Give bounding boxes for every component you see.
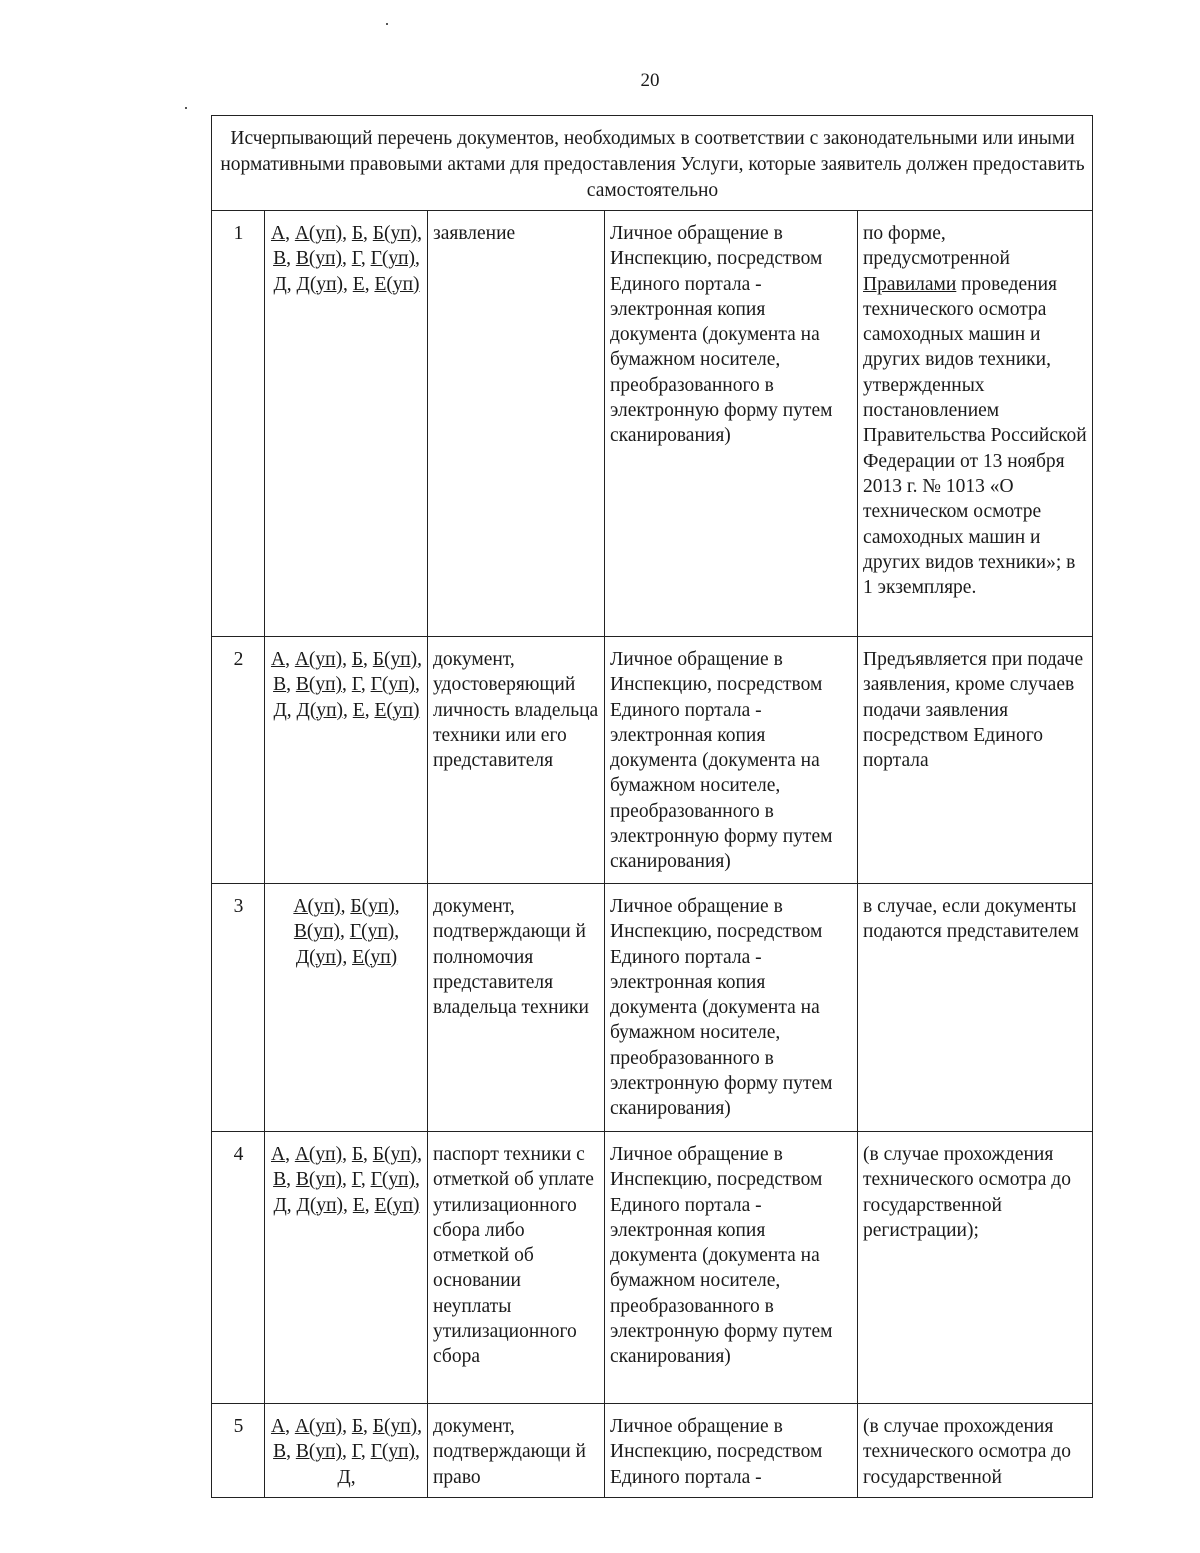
scan-speck bbox=[185, 107, 187, 109]
note: (в случае прохождения технического осмотра до государственной bbox=[858, 1404, 1093, 1498]
category-link[interactable]: А(уп) bbox=[294, 649, 343, 670]
table-row bbox=[212, 884, 1093, 1132]
category-link[interactable]: А bbox=[270, 1416, 286, 1437]
category-link[interactable]: В(уп) bbox=[293, 921, 341, 943]
category-link[interactable]: Б bbox=[351, 649, 364, 670]
category-link[interactable]: В bbox=[273, 1169, 287, 1191]
category-links: А, А(уп), Б, Б(уп), В, В(уп), Г, Г(уп), Д, Д(уп), Е, Е(уп) bbox=[265, 1132, 428, 1404]
category-link[interactable]: Б bbox=[351, 1416, 364, 1437]
note: (в случае прохождения технического осмотра до государственной регистрации); bbox=[858, 1132, 1093, 1404]
table-row bbox=[212, 637, 1093, 884]
category-link[interactable]: Б(уп) bbox=[350, 896, 395, 917]
document-name: паспорт техники с отметкой об уплате утилизационного сбора либо отметкой об основании неуплаты утилизационного сбора bbox=[428, 1132, 605, 1404]
category-link[interactable]: Д(уп) bbox=[296, 699, 344, 721]
category-link[interactable]: Г bbox=[351, 674, 361, 696]
table-row bbox=[212, 1132, 1093, 1404]
page-number: 20 bbox=[640, 70, 660, 91]
category-links: А, А(уп), Б, Б(уп), В, В(уп), Г, Г(уп), Д, bbox=[265, 1404, 428, 1498]
scan-speck bbox=[386, 23, 388, 25]
document-name: документ, подтверждающи й полномочия представителя владельца техники bbox=[428, 884, 605, 1132]
category-link[interactable]: Г(уп) bbox=[370, 248, 416, 270]
table-header-row bbox=[212, 116, 1093, 211]
table-row bbox=[212, 1404, 1093, 1498]
category-link[interactable]: Д bbox=[273, 1194, 287, 1216]
category-link[interactable]: Б bbox=[351, 223, 364, 244]
row-number: 3 bbox=[212, 884, 265, 1132]
category-link[interactable]: Д bbox=[337, 1466, 351, 1488]
note-text-post: проведения технического осмотра самоходных машин и других видов техники, утвержденных постановлением Правительства Российской Федерации от 13 ноября 2013 г. № 1013 «О техническом осмотре самоходных машин и других видов техники»; в 1 экземпляре. bbox=[863, 273, 1087, 599]
category-link[interactable]: В bbox=[273, 1441, 287, 1463]
category-link[interactable]: Д(уп) bbox=[295, 946, 343, 968]
row-number: 5 bbox=[212, 1404, 265, 1498]
category-link[interactable]: Е(уп) bbox=[374, 273, 420, 295]
document-name: заявление bbox=[428, 211, 605, 637]
category-link[interactable]: Д bbox=[273, 273, 287, 295]
category-link[interactable]: Е(уп) bbox=[374, 1194, 420, 1216]
note bbox=[858, 211, 1093, 637]
category-link[interactable]: А(уп) bbox=[294, 1416, 343, 1437]
category-link[interactable]: А(уп) bbox=[293, 896, 341, 917]
category-link[interactable]: В bbox=[273, 248, 287, 270]
category-link[interactable]: Е bbox=[352, 273, 365, 295]
category-links: А, А(уп), Б, Б(уп), В, В(уп), Г, Г(уп), Д, Д(уп), Е, Е(уп) bbox=[265, 637, 428, 884]
category-link[interactable]: Е bbox=[352, 1194, 365, 1216]
category-link[interactable]: Г(уп) bbox=[349, 921, 395, 943]
category-link[interactable]: Д(уп) bbox=[296, 273, 344, 295]
category-link[interactable]: В(уп) bbox=[295, 674, 343, 696]
category-link[interactable]: Б bbox=[351, 1144, 364, 1165]
category-link[interactable]: Е(уп) bbox=[374, 699, 420, 721]
category-link[interactable]: А(уп) bbox=[294, 1144, 343, 1165]
category-link[interactable]: А bbox=[270, 223, 286, 244]
category-link[interactable]: Е bbox=[352, 699, 365, 721]
category-link[interactable]: Д(уп) bbox=[296, 1194, 344, 1216]
category-links: А, А(уп), Б, Б(уп), В, В(уп), Г, Г(уп), Д, Д(уп), Е, Е(уп) bbox=[265, 211, 428, 637]
row-number: 2 bbox=[212, 637, 265, 884]
category-link[interactable]: Б(уп) bbox=[372, 1416, 418, 1437]
submission-method: Личное обращение в Инспекцию, посредством Единого портала - bbox=[605, 1404, 858, 1498]
document-name: документ, удостоверяющий личность владельца техники или его представителя bbox=[428, 637, 605, 884]
submission-method: Личное обращение в Инспекцию, посредством Единого портала - электронная копия документа (документа на бумажном носителе, преобразованного в электронную форму путем сканирования) bbox=[605, 1132, 858, 1404]
category-link[interactable]: Б(уп) bbox=[372, 1144, 418, 1165]
submission-method: Личное обращение в Инспекцию, посредством Единого портала - электронная копия документа (документа на бумажном носителе, преобразованного в электронную форму путем сканирования) bbox=[605, 211, 858, 637]
table-row bbox=[212, 211, 1093, 637]
category-link[interactable]: Д bbox=[273, 699, 287, 721]
category-link[interactable]: В bbox=[273, 674, 287, 696]
submission-method: Личное обращение в Инспекцию, посредством Единого портала - электронная копия документа (документа на бумажном носителе, преобразованного в электронную форму путем сканирования) bbox=[605, 637, 858, 884]
category-link[interactable]: Б(уп) bbox=[372, 223, 418, 244]
category-link[interactable]: Г bbox=[351, 248, 361, 270]
row-number: 4 bbox=[212, 1132, 265, 1404]
document-name: документ, подтверждающи й право bbox=[428, 1404, 605, 1498]
category-link[interactable]: Г bbox=[351, 1441, 361, 1463]
submission-method: Личное обращение в Инспекцию, посредством Единого портала - электронная копия документа (документа на бумажном носителе, преобразованного в электронную форму путем сканирования) bbox=[605, 884, 858, 1132]
table-header: Исчерпывающий перечень документов, необходимых в соответствии с законодательными или иными нормативными правовыми актами для предоставления Услуги, которые заявитель должен предоставить самостоятельно bbox=[212, 116, 1093, 211]
category-link[interactable]: Г bbox=[351, 1169, 361, 1191]
category-link[interactable]: А bbox=[270, 649, 286, 670]
category-links: А(уп), Б(уп), В(уп), Г(уп), Д(уп), Е(уп) bbox=[265, 884, 428, 1132]
rules-link[interactable]: Правилами bbox=[863, 273, 957, 295]
category-link[interactable]: Г(уп) bbox=[370, 1169, 416, 1191]
category-link[interactable]: Г(уп) bbox=[370, 1441, 416, 1463]
category-link[interactable]: Е(уп) bbox=[352, 946, 398, 968]
category-link[interactable]: Б(уп) bbox=[372, 649, 418, 670]
category-link[interactable]: А bbox=[270, 1144, 286, 1165]
category-link[interactable]: Г(уп) bbox=[370, 674, 416, 696]
category-link[interactable]: В(уп) bbox=[295, 1441, 343, 1463]
row-number: 1 bbox=[212, 211, 265, 637]
note: Предъявляется при подаче заявления, кроме случаев подачи заявления посредством Единого портала bbox=[858, 637, 1093, 884]
category-link[interactable]: А(уп) bbox=[294, 223, 343, 244]
note: в случае, если документы подаются представителем bbox=[858, 884, 1093, 1132]
category-link[interactable]: В(уп) bbox=[295, 1169, 343, 1191]
category-link[interactable]: В(уп) bbox=[295, 248, 343, 270]
note-text-pre: по форме, предусмотренной bbox=[863, 223, 1010, 270]
documents-table bbox=[211, 115, 1093, 1498]
